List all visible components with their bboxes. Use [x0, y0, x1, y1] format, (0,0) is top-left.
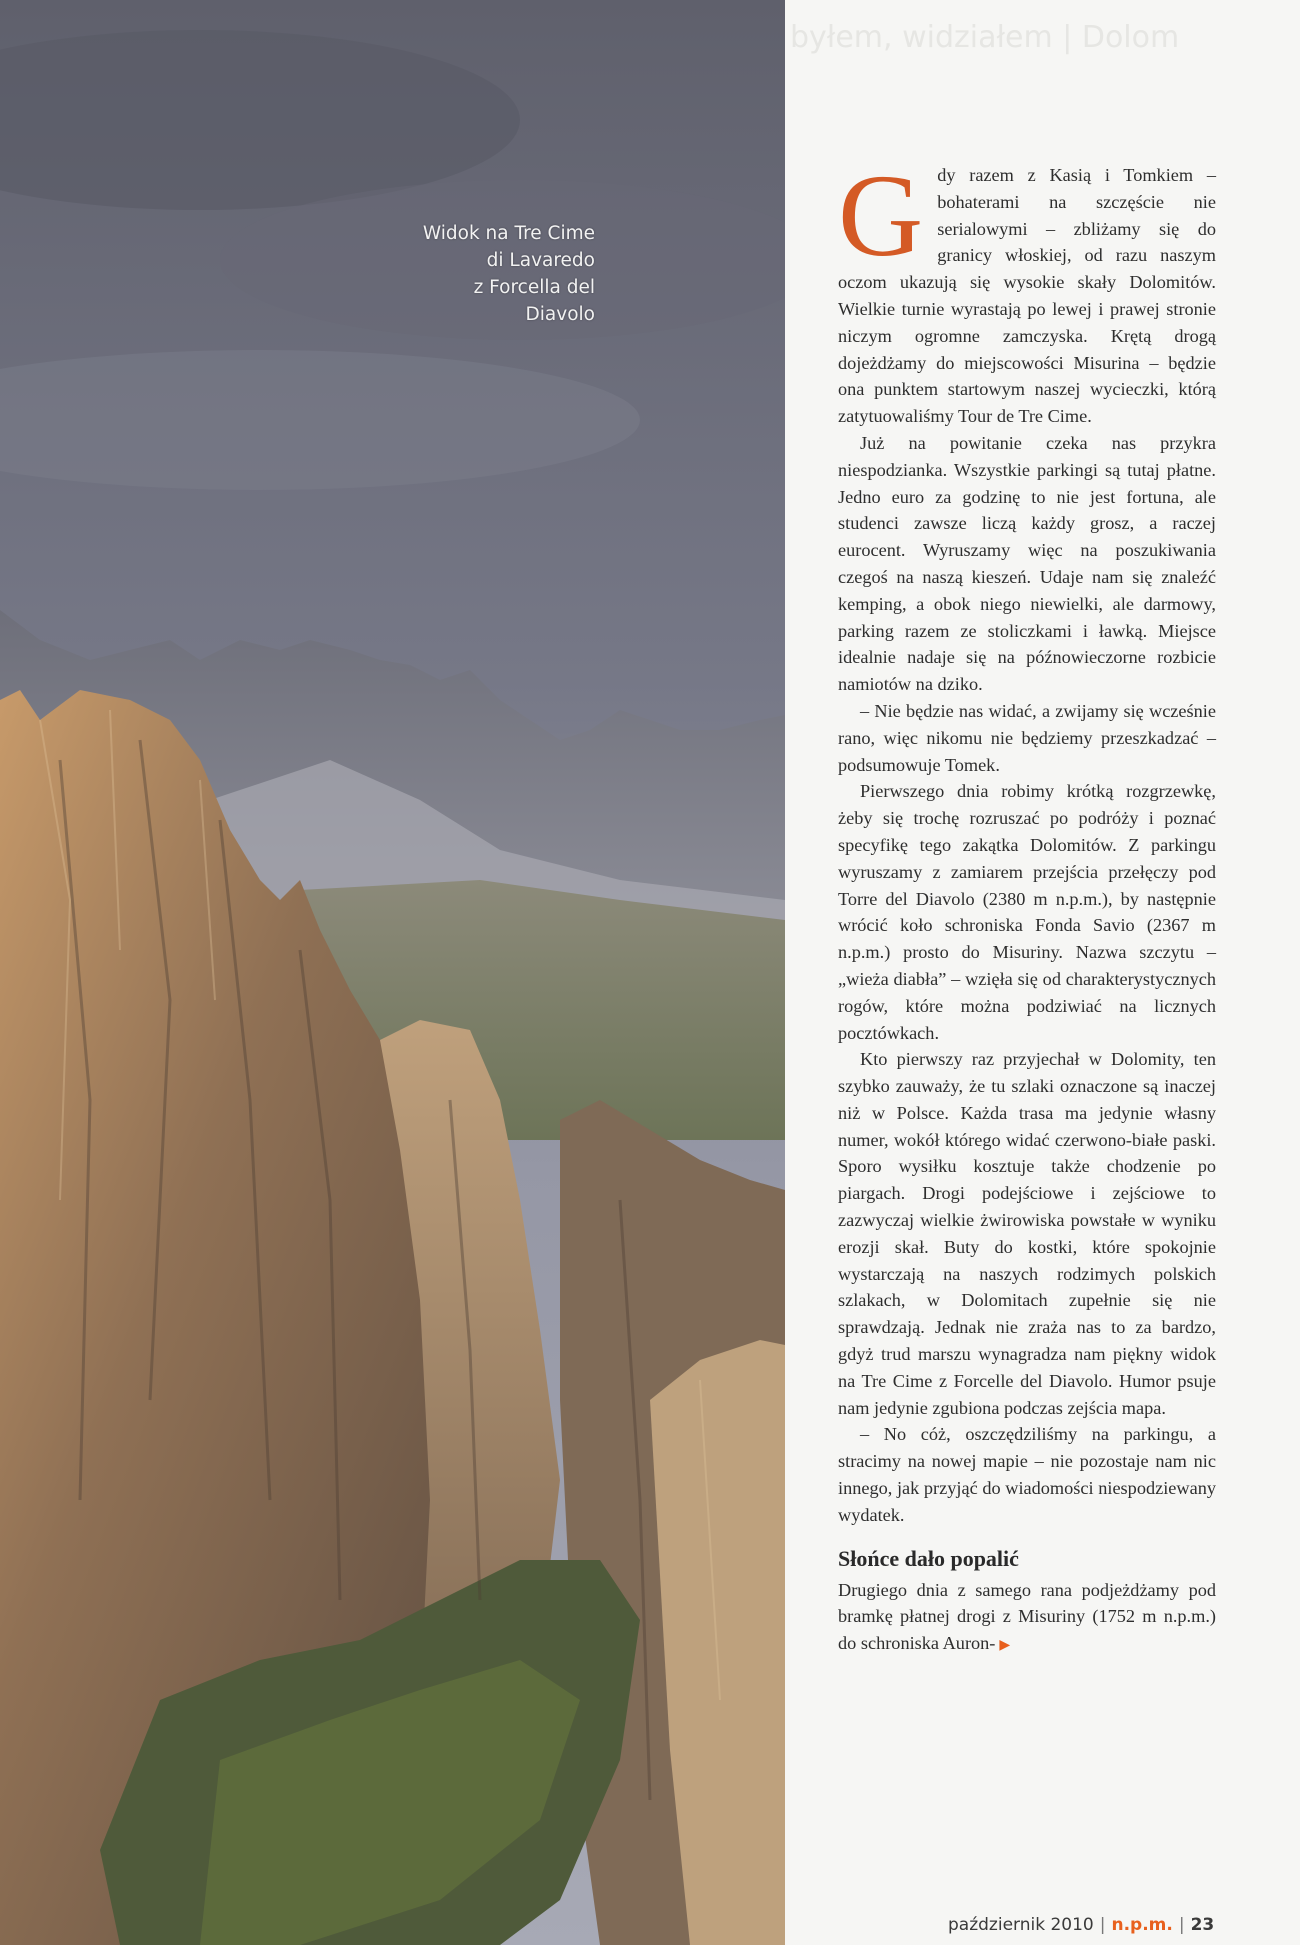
section-header-ghost: byłem, widziałem | Dolom [790, 20, 1180, 55]
dropcap: G [838, 150, 924, 281]
caption-line: Widok na Tre Cime [422, 223, 595, 244]
caption-line: Diavolo [525, 304, 595, 325]
article-paragraph: – Nie będzie nas widać, a zwijamy się wcześnie rano, więc nikomu nie będziemy przeszkadzać – podsumowuje Tomek. [838, 700, 1216, 775]
article-paragraph: – No cóż, oszczędziliśmy na parkingu, a stracimy na nowej mapie – nie pozostaje nam nic innego, jak przyjąć do wiadomości niespodziewany wydatek. [838, 1424, 1216, 1525]
subheading: Słońce dało popalić [838, 1545, 1019, 1571]
page-number: 23 [1190, 1915, 1215, 1935]
article-paragraph [838, 150, 1216, 430]
footer-separator: | [1178, 1915, 1185, 1935]
photo-caption [375, 220, 595, 328]
page-footer [948, 1915, 1268, 1935]
magazine-brand: n.p.m. [1111, 1915, 1173, 1935]
footer-separator: | [1099, 1915, 1106, 1935]
article-paragraph: Pierwszego dnia robimy krótką rozgrzewkę, żeby się trochę rozruszać po podróży i poznać specyfikę tego zakątka Dolomitów. Z parkingu wyruszamy z zamiarem przejścia przełęczy pod Torre del Diavolo (2380 m n.p.m.), by następnie wrócić koło schroniska Fonda Savio (2367 m n.p.m.) prosto do Misuriny. Nazwa szczytu – „wieża diabła” – wzięła się od charakterystycznych rogów, które można podziwiać na licznych pocztówkach. [838, 781, 1216, 1043]
caption-line: z Forcella del [473, 277, 595, 298]
caption-line: di Lavaredo [486, 250, 595, 271]
article-paragraph: Kto pierwszy raz przyjechał w Dolomity, ten szybko zauważy, że tu szlaki oznaczone są inaczej niż w Polsce. Każda trasa ma jedynie własny numer, wokół którego widać czerwono-białe paski. Sporo wysiłku kosztuje także chodzenie po piargach. Drogi podejściowe i zejściowe to zazwyczaj wielkie żwirowiska powstałe w wyniku erozji skał. Buty do kostki, które spokojnie wystarczają na naszych rodzimych polskich szlakach, w Dolomitach zupełnie się nie sprawdzają. Jednak nie zraża nas to za bardzo, gdyż trud marszu wynagradza nam piękny widok na Tre Cime z Forcelle del Diavolo. Humor psuje nam jedynie zgubiona podczas zejścia mapa. [838, 1049, 1216, 1418]
issue-date: październik 2010 [948, 1915, 1094, 1935]
article-paragraph: Już na powitanie czeka nas przykra niespodzianka. Wszystkie parkingi są tutaj płatne. Jedno euro za godzinę to nie jest fortuna, ale studenci zawsze liczą każdy grosz, a raczej eurocent. Wyruszamy więc na poszukiwania czegoś na naszą kieszeń. Udaje nam się znaleźć kemping, a obok niego niewielki, ale darmowy, parking razem ze stoliczkami i ławką. Miejsce idealnie nadaje się na późnowieczorne rozbicie namiotów na dziko. [838, 432, 1216, 695]
paragraph-text: dy razem z Kasią i Tomkiem – bohaterami na szczęście nie serialowymi – zbliżamy się do granicy włoskiej, od razu naszym oczom ukazują się wysokie skały Dolomitów. Wielkie turnie wyrastają po lewej i prawej stronie niczym ogromne zamczyska. Krętą drogą dojeżdżamy do miejscowości Misurina – będzie ona punktem startowym naszej wycieczki, którą zatytuowaliśmy Tour de Tre Cime. [838, 165, 1216, 427]
article-body [838, 150, 1216, 1660]
continue-arrow-icon: ▶ [999, 1638, 1011, 1654]
paragraph-text: Drugiego dnia z samego rana podjeżdżamy pod bramkę płatnej drogi z Misuriny (1752 m n.p.m.) do schroniska Auron- [838, 1579, 1216, 1654]
article-paragraph [838, 1577, 1216, 1660]
